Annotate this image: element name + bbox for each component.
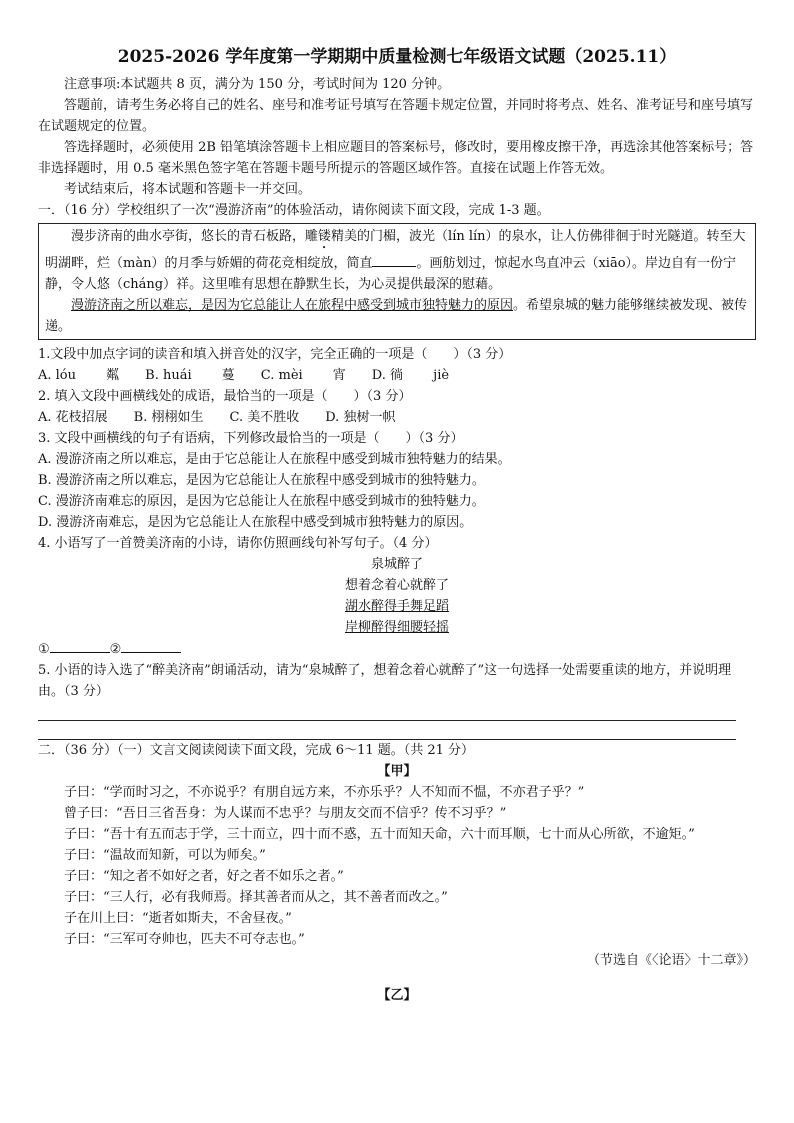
poem-line-1: 想着念着心就醉了 [344,578,449,593]
analects-line-5: 子曰：“知之者不如好之者，好之者不如乐之者。” [64,869,344,884]
question-3: 3. 文段中画横线的句子有语病，下列修改最恰当的一项是（ ）（3 分） [38,431,464,446]
question-2-options: A. 花枝招展 B. 栩栩如生 C. 美不胜收 D. 独树一帜 [38,410,396,425]
question-5: 5. 小语的诗入选了“醉美济南”朗诵活动，请为“泉城醉了，想着念着心就醉了”这一句选择一处需要重读的地方，并说明理由。（3 分） [38,663,732,699]
poem [38,554,756,638]
poem-title: 泉城醉了 [370,557,423,572]
page-title: 2025-2026 学年度第一学期期中质量检测七年级语文试题（2025.11） [117,47,677,67]
analects-line-2: 曾子曰：“吾日三省吾身：为人谋而不忠乎？与朋友交而不信乎？传不习乎？” [64,806,507,821]
poem-line-2: 湖水醉得手舞足蹈 [344,599,449,614]
underlined-sentence: 漫游济南之所以难忘，是因为它总能让人在旅程中感受到城市独特魅力的原因 [71,298,514,313]
note-1: 注意事项:本试题共 8 页，满分为 150 分，考试时间为 120 分钟。 [64,77,451,92]
question-4: 4. 小语写了一首赞美济南的小诗，请你仿照画线句补写句子。（4 分） [38,536,438,551]
text-yi-label: 【乙】 [377,988,417,1003]
analects-line-1: 子曰：“学而时习之，不亦说乎？有朋自远方来，不亦乐乎？人不知而不愠，不亦君子乎？” [64,785,585,800]
analects-line-3: 子曰：“吾十有五而志于学，三十而立，四十而不惑，五十而知天命，六十而耳顺，七十而从心所欲，不逾矩。” [64,827,695,842]
poem-line-3: 岸柳醉得细腰轻摇 [344,620,449,635]
passage-paragraph-2: 漫游济南之所以难忘，是因为它总能让人在旅程中感受到城市独特魅力的原因。希望泉城的魅力能够继续被发现、被传递。 [45,298,748,334]
section1-heading: 一．（16 分）学校组织了一次“漫游济南”的体验活动，请你阅读下面文段，完成 1-3 题。 [38,203,550,218]
analects-line-8: 子曰：“三军可夺帅也，匹夫不可夺志也。” [64,932,305,947]
answer-blank-1[interactable] [50,638,110,653]
circled-number-2: ② [109,642,122,657]
answer-line-1[interactable] [38,702,736,721]
question-3-option-a: A. 漫游济南之所以难忘，是由于它总能让人在旅程中感受到城市独特魅力的结果。 [38,452,511,467]
question-3-option-c: C. 漫游济南难忘的原因，是因为它总能让人在旅程中感受到城市的独特魅力。 [38,494,485,509]
passage-paragraph-1: 漫步济南的曲水亭街，悠长的青石板路，雕镂精美的门楣，波光（lín lín）的泉水，让人仿佛徘徊于时光隧道。转至大明湖畔，烂（màn）的月季与娇媚的荷花竞相绽放，简直 。画舫划过，惊起水鸟直冲云（xiāo）。岸边自有一份宁静，令人悠（cháng）祥。这里唯有思想在静默生长，为心灵提供最深的慰藉。 [45,229,746,292]
section2-heading: 二．（36 分）（一）文言文阅读阅读下面文段，完成 6～11 题。（共 21 分） [38,743,475,758]
answer-line-2[interactable] [38,721,736,740]
question-3-option-b: B. 漫游济南之所以难忘，是因为它总能让人在旅程中感受到城市的独特魅力。 [38,473,485,488]
circled-number-1: ① [38,642,50,657]
text-jia-label: 【甲】 [377,764,417,779]
question-3-option-d: D. 漫游济南难忘，是因为它总能让人在旅程中感受到城市独特魅力的原因。 [38,515,473,530]
answer-blank-2[interactable] [121,638,181,653]
question-1-options: A. lóu 粼 B. huái 蔓 C. mèi 宵 D. 徜 jiè [38,368,450,383]
note-4: 考试结束后，将本试题和答题卡一并交回。 [64,182,312,197]
exam-page [38,44,756,1006]
analects-line-4: 子曰：“温故而知新，可以为师矣。” [64,848,266,863]
question-4-answer-line [38,638,756,660]
fill-blank[interactable] [372,252,416,267]
question-1: 1.文段中加点字词的读音和填入拼音处的汉字，完全正确的一项是（ ）（3 分） [38,347,512,362]
question-2: 2. 填入文段中画横线处的成语，最恰当的一项是（ ）（3 分） [38,389,412,404]
note-2: 答题前，请考生务必将自己的姓名、座号和准考证号填写在答题卡规定位置，并同时将考点、姓名、准考证号和座号填写在试题规定的位置。 [38,98,754,134]
note-3: 答选择题时，必须使用 2B 铅笔填涂答题卡上相应题目的答案标号，修改时，要用橡皮擦干净，再选涂其他答案标号；答非选择题时，用 0.5 毫米黑色签字笔在答题卡题号所提示的答题区域作答。直接在试题上作答无效。 [38,140,754,176]
reading-passage-box [38,223,756,340]
analects-line-6: 子曰：“三人行，必有我师焉。择其善者而从之，其不善者而改之。” [64,890,448,905]
source-note: （节选自《〈论语〉十二章》） [586,953,756,968]
dotted-char: 镂 [318,229,332,244]
analects-line-7: 子在川上曰：“逝者如斯夫，不舍昼夜。” [64,911,292,926]
